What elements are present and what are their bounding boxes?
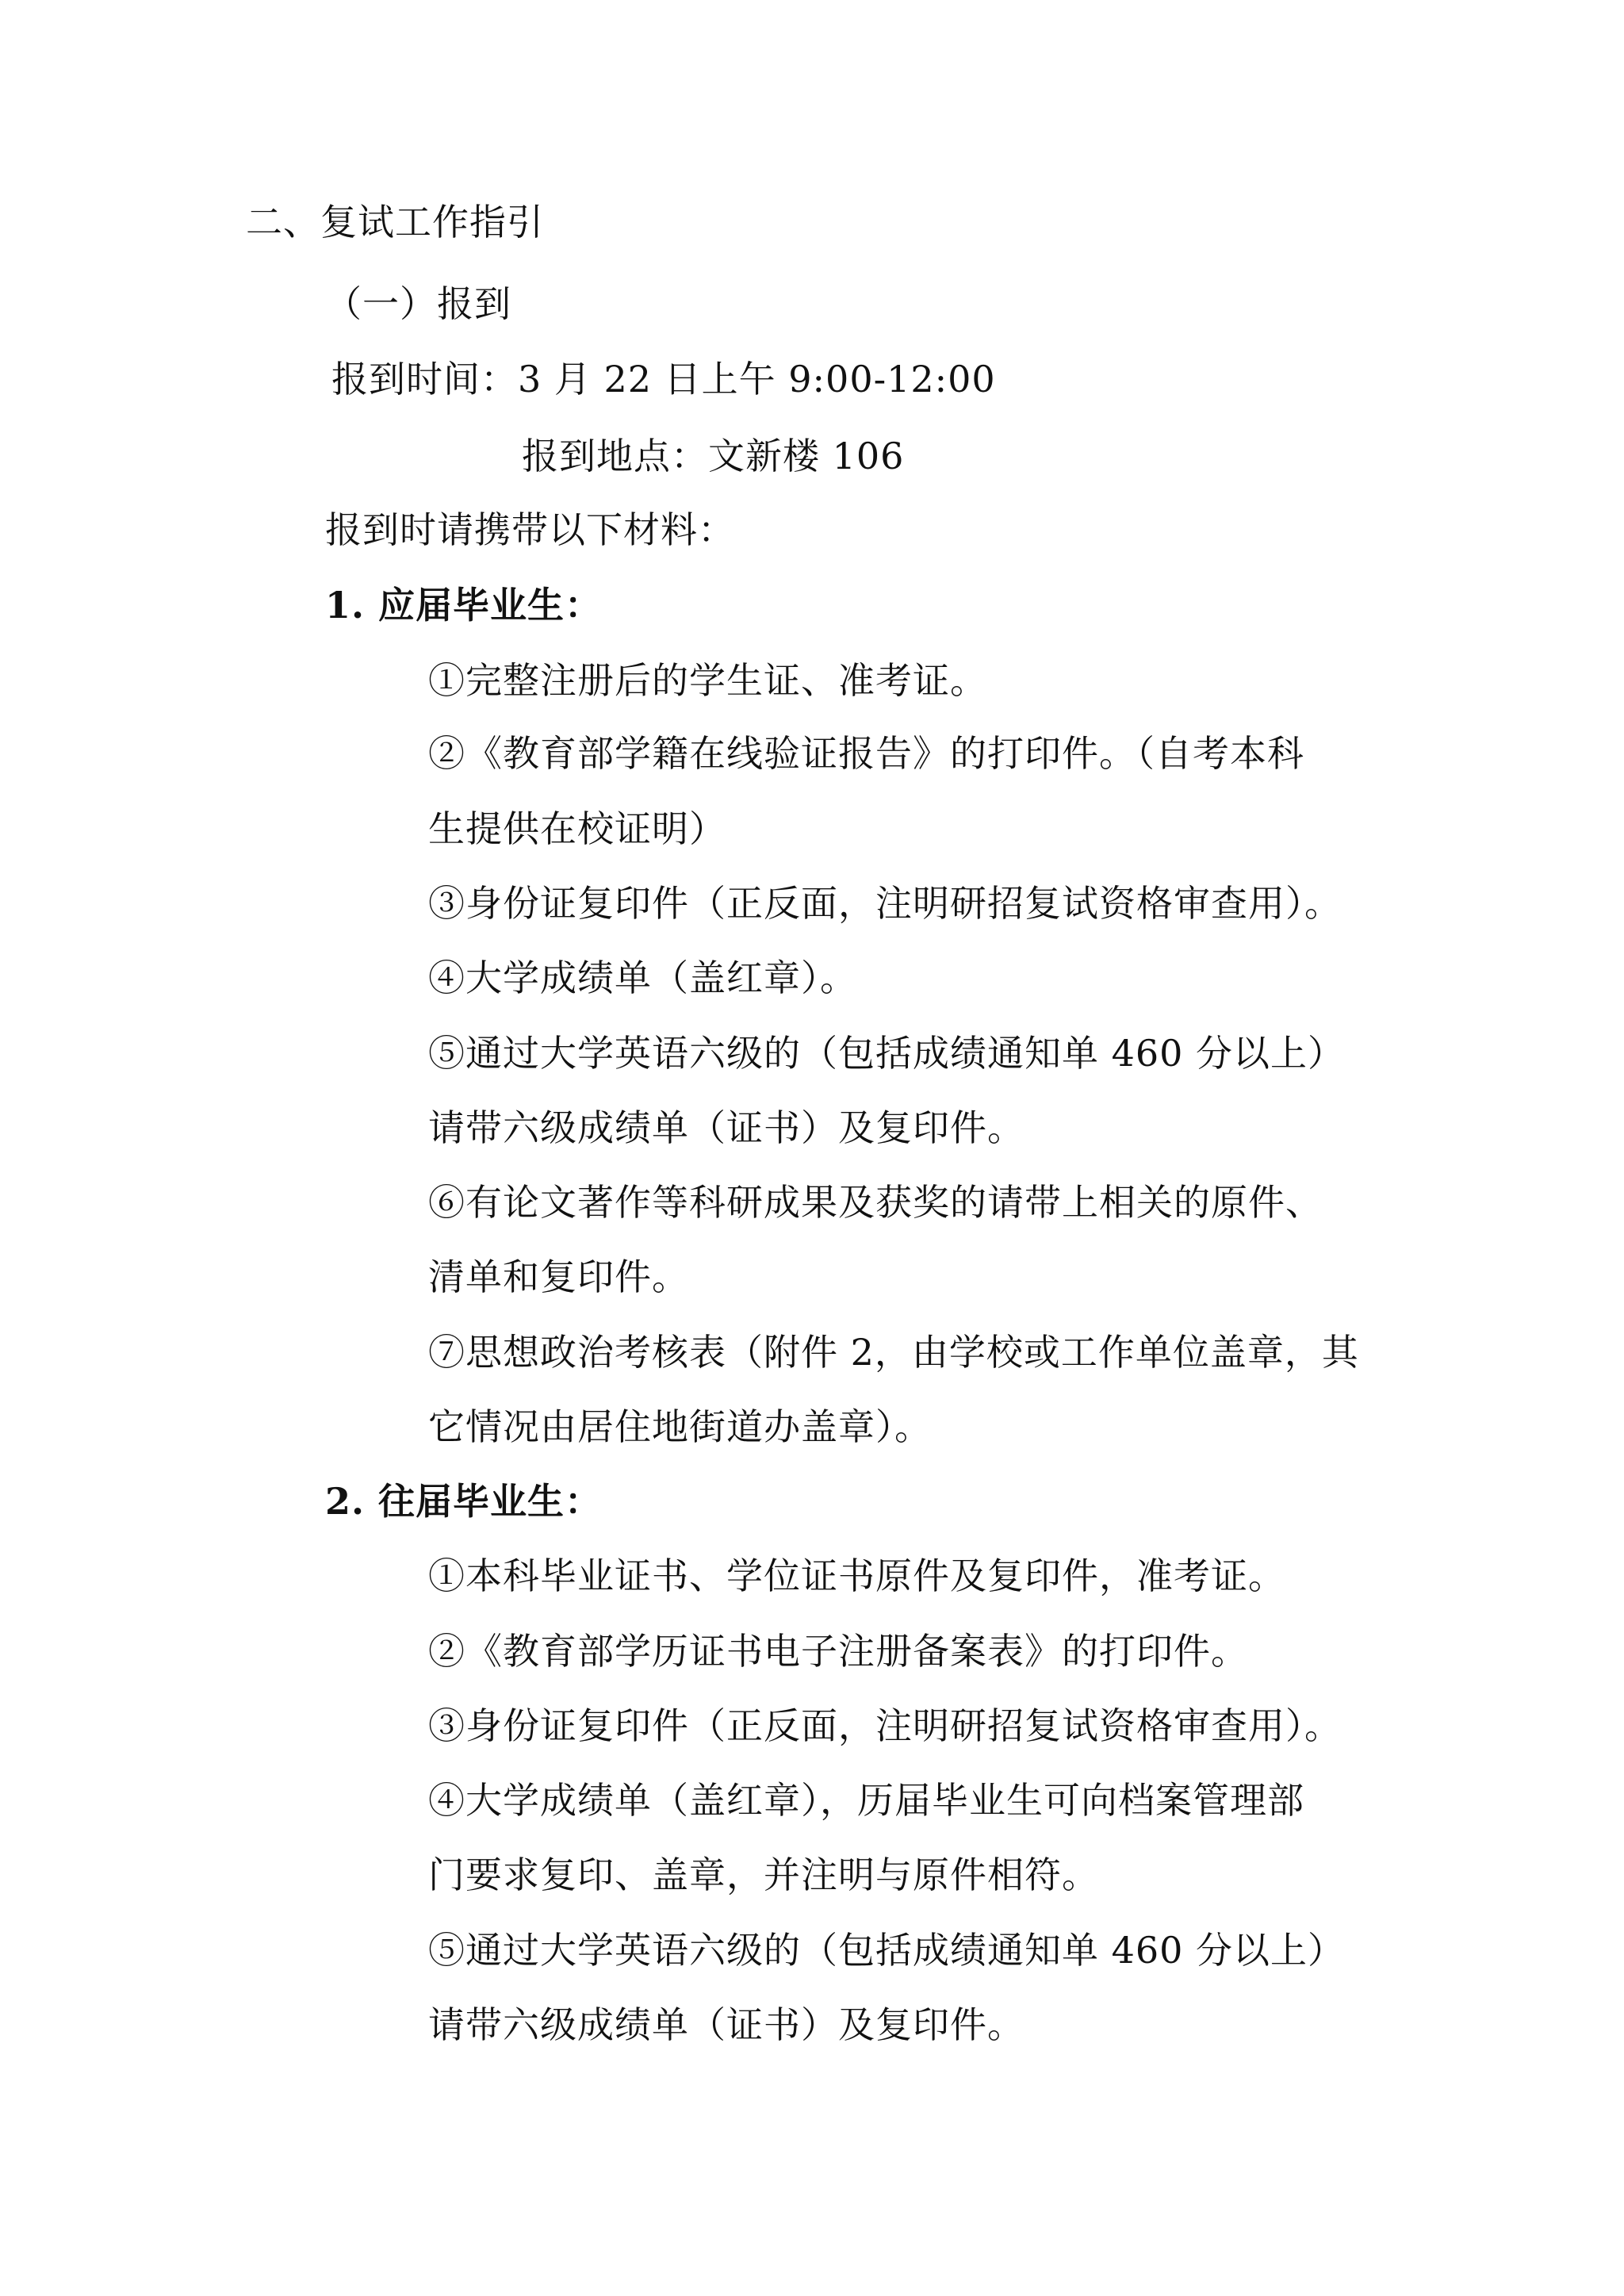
group1-item: ③身份证复印件（正反面，注明研招复试资格审查用）。 [428,882,1342,925]
group2-item: 请带六级成绩单（证书）及复印件。 [428,2003,1025,2046]
group1-item: ④大学成绩单（盖红章）。 [428,956,857,999]
subsection-heading: （一）报到 [325,282,511,325]
group1-item: ②《教育部学籍在线验证报告》的打印件。（自考本科 [428,732,1304,775]
group2-title: 2. 往届毕业生： [325,1480,603,1523]
group1-item: ①完整注册后的学生证、准考证。 [428,659,987,702]
group1-title: 1. 应届毕业生： [325,584,603,627]
group2-item: ⑤通过大学英语六级的（包括成绩通知单 460 分以上） [428,1929,1346,1972]
group1-item: ⑤通过大学英语六级的（包括成绩通知单 460 分以上） [428,1032,1346,1075]
group2-item: 门要求复印、盖章，并注明与原件相符。 [428,1853,1099,1896]
group1-item: 请带六级成绩单（证书）及复印件。 [428,1106,1025,1149]
group1-item: 生提供在校证明） [428,807,726,850]
section-heading: 二、复试工作指引 [246,201,544,243]
group2-item: ③身份证复印件（正反面，注明研招复试资格审查用）。 [428,1704,1342,1747]
group2-item: ④大学成绩单（盖红章），历届毕业生可向档案管理部 [428,1779,1304,1822]
group1-item: 清单和复印件。 [428,1255,689,1298]
group1-item: ⑥有论文著作等科研成果及获奖的请带上相关的原件、 [428,1181,1323,1224]
report-time: 报到时间：3 月 22 日上午 9:00-12:00 [331,358,996,401]
report-location: 报到地点：文新楼 106 [522,435,905,477]
group2-item: ①本科毕业证书、学位证书原件及复印件，准考证。 [428,1554,1285,1597]
group2-item: ②《教育部学历证书电子注册备案表》的打印件。 [428,1630,1248,1673]
bring-materials-intro: 报到时请携带以下材料： [325,508,735,551]
group1-item: ⑦思想政治考核表（附件 2，由学校或工作单位盖章，其 [428,1331,1359,1374]
group1-item: 它情况由居住地街道办盖章）。 [428,1405,932,1448]
